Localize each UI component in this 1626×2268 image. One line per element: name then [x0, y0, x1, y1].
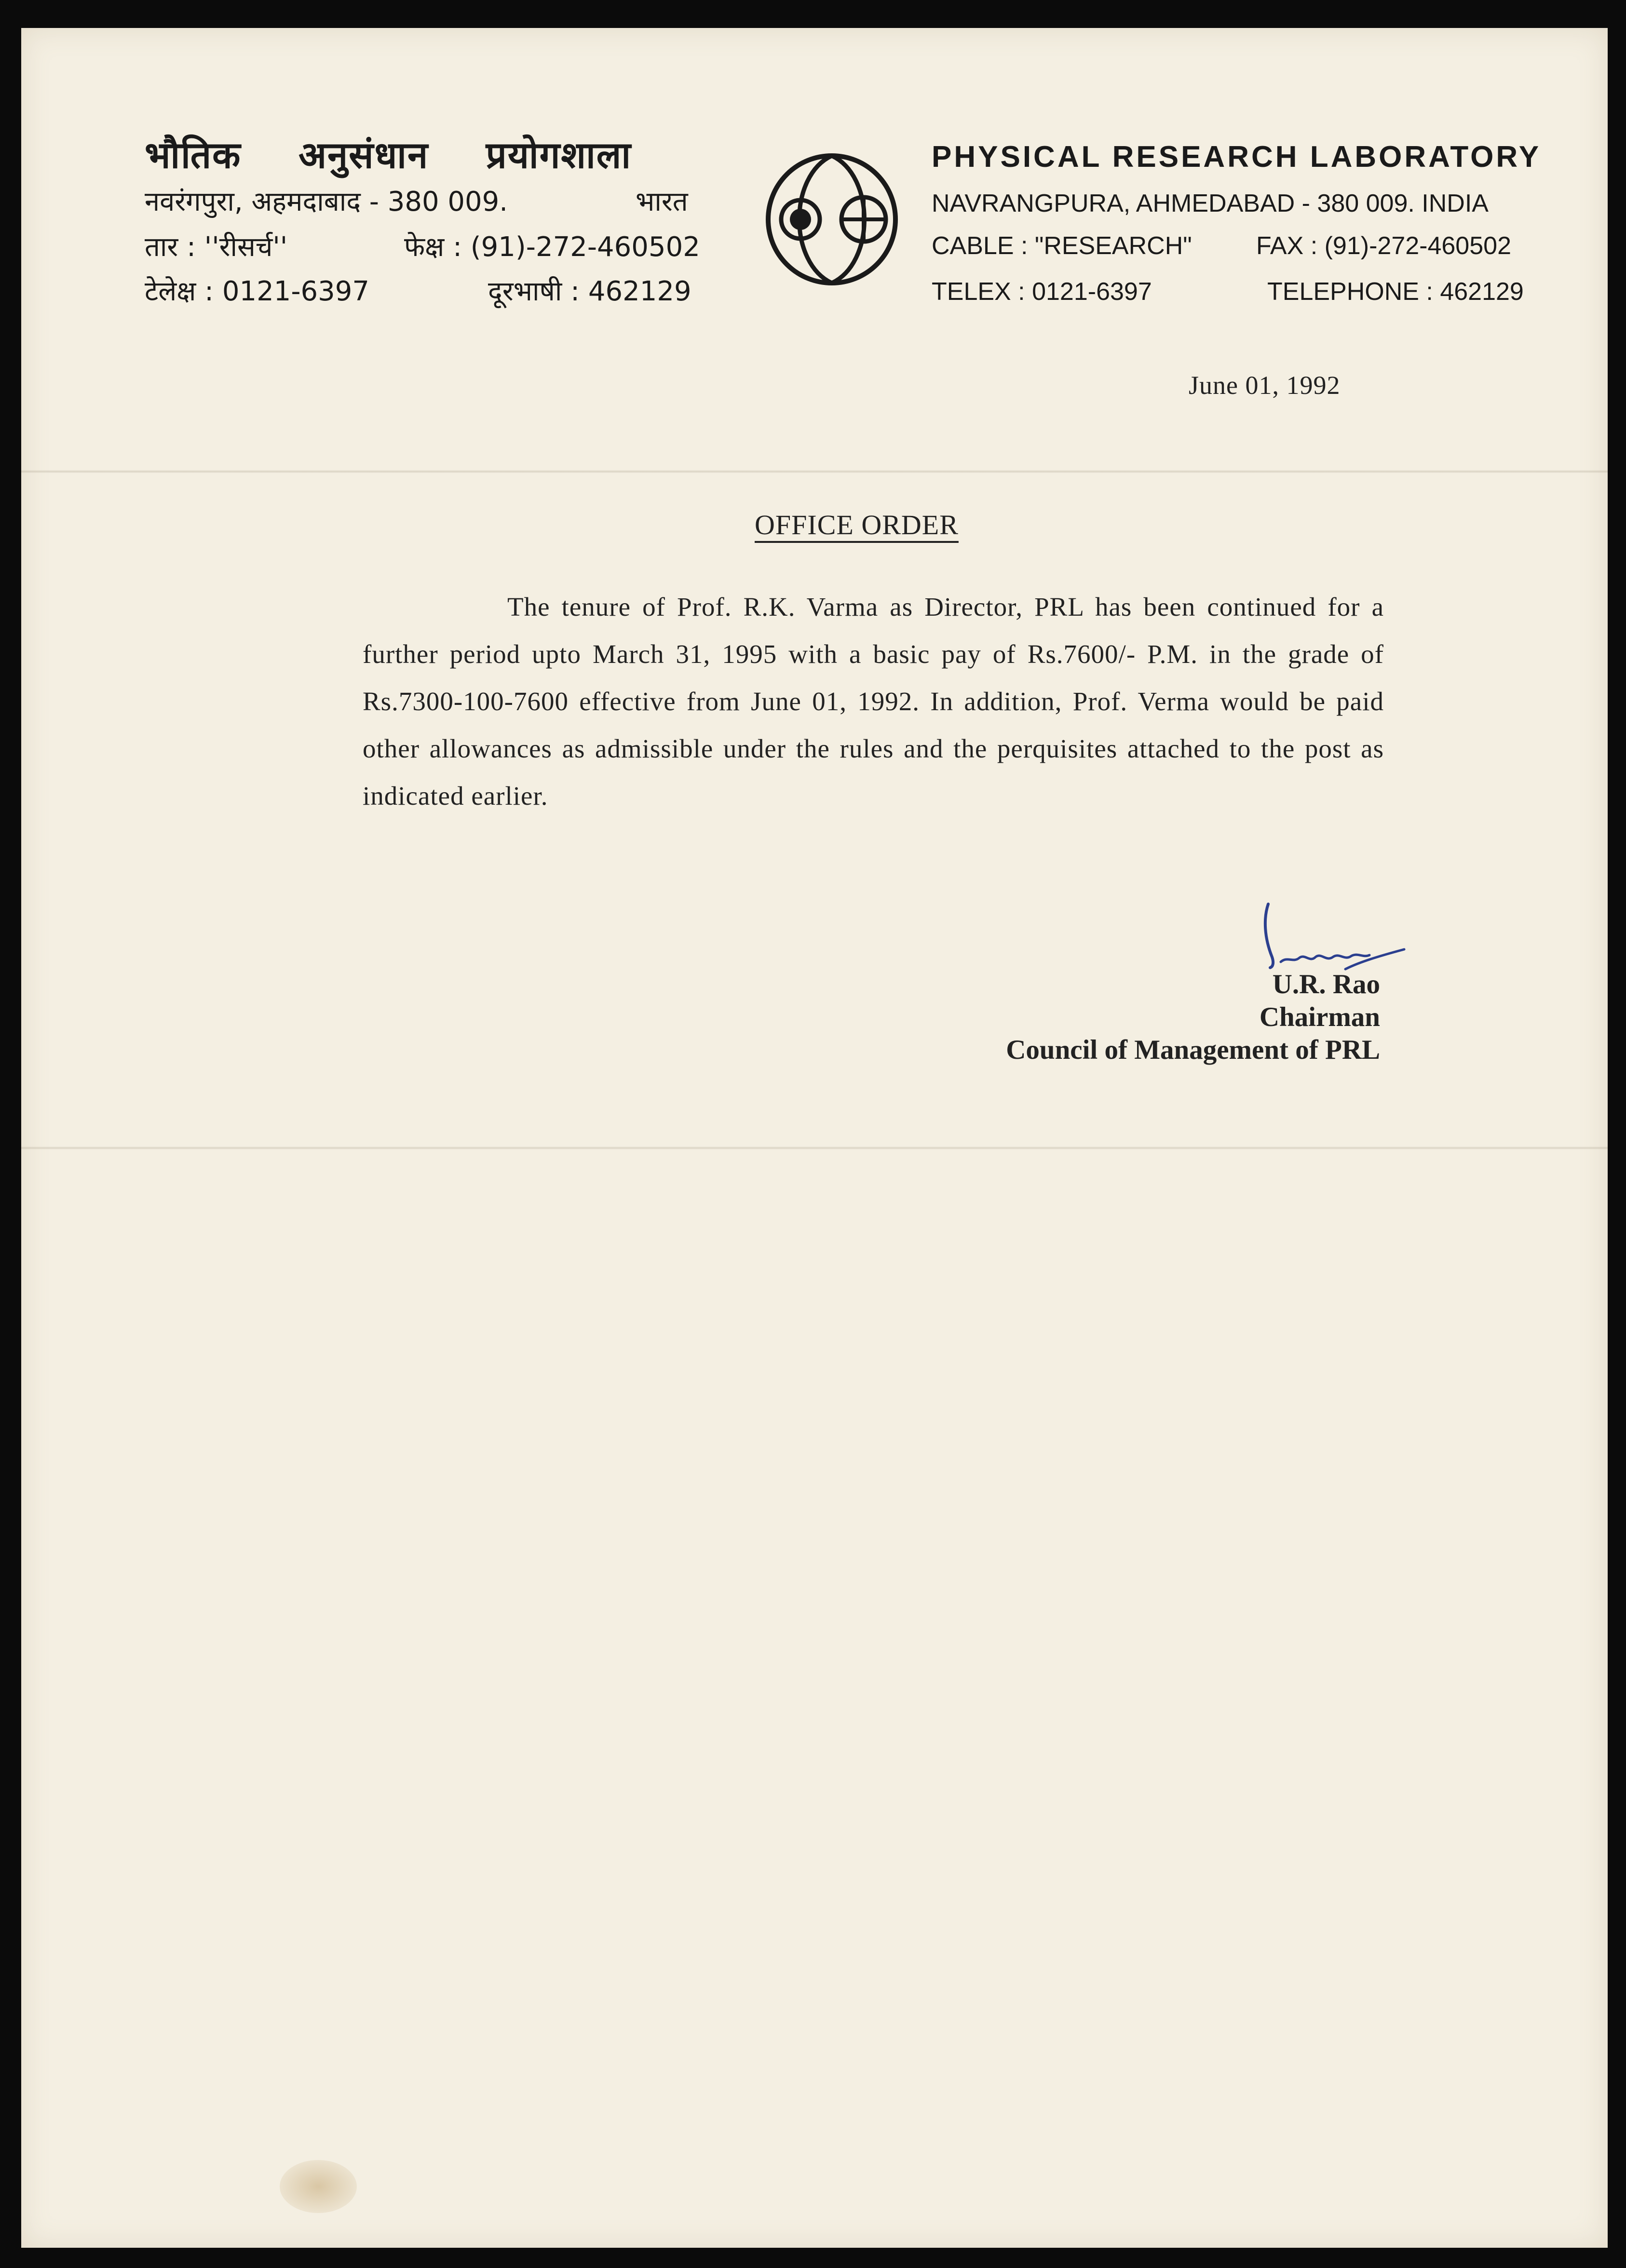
signatory-organization: Council of Management of PRL: [1006, 1035, 1380, 1065]
letter-date: June 01, 1992: [1189, 371, 1341, 400]
english-cable: CABLE : "RESEARCH": [932, 232, 1192, 260]
signatory-designation: Chairman: [1259, 1002, 1380, 1032]
letter-sheet: [21, 28, 1608, 2248]
page-title: OFFICE ORDER: [755, 509, 959, 540]
hindi-telex: टेलेक्ष : 0121-6397: [145, 276, 370, 307]
english-fax: FAX : (91)-272-460502: [1256, 232, 1511, 260]
fold-line: [21, 470, 1608, 473]
hindi-fax: फेक्ष : (91)-272-460502: [404, 231, 700, 263]
prl-emblem-icon: [755, 147, 909, 292]
letter-body: [363, 583, 1384, 820]
paper-stain: [280, 2160, 357, 2213]
signature-block: [1006, 968, 1380, 1066]
english-telex: TELEX : 0121-6397: [932, 278, 1152, 306]
hindi-address: नवरंगपुरा, अहमदाबाद - 380 009.: [145, 186, 508, 217]
hindi-telephone: दूरभाषी : 462129: [488, 276, 691, 307]
hindi-lab-name: भौतिक अनुसंधान प्रयोगशाला: [145, 134, 632, 176]
fold-line: [21, 1147, 1608, 1149]
english-telephone: TELEPHONE : 462129: [1267, 278, 1524, 306]
hindi-country: भारत: [636, 186, 688, 217]
hindi-cable: तार : ''रीसर्च'': [145, 231, 288, 263]
body-paragraph: The tenure of Prof. R.K. Varma as Director, PRL has been continued for a further period upto March 31, 1995 with a basic pay of Rs.7600/- P.M. in the grade of Rs.7300-100-7600 effective from June 01, 1992. In addition, Prof. Verma would be paid other allowances as admissible under the rules and the perquisites attached to the post as indicated earlier.: [363, 592, 1384, 810]
english-address: NAVRANGPURA, AHMEDABAD - 380 009. INDIA: [932, 189, 1489, 217]
signatory-name: U.R. Rao: [1272, 969, 1380, 999]
english-lab-name: PHYSICAL RESEARCH LABORATORY: [932, 140, 1542, 174]
